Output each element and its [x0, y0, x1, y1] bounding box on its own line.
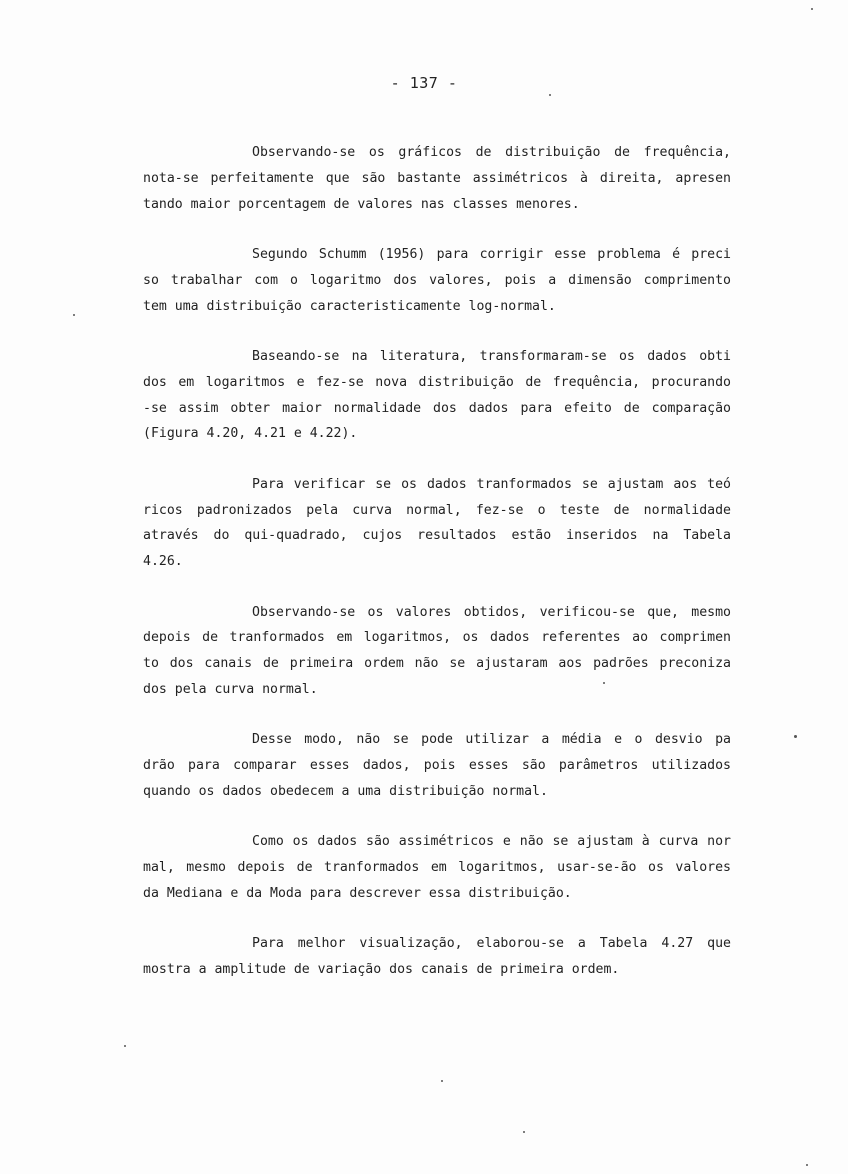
- paragraph-6: [143, 727, 731, 804]
- text-line: tem uma distribuição caracteristicamente log-normal.: [143, 298, 556, 314]
- text-line: 4.26.: [143, 554, 183, 570]
- text-line: Como os dados são assimétricos e não se ajustam à curva nor: [252, 834, 731, 850]
- text-line: através do qui-quadrado, cujos resultados estão inseridos na Tabela: [143, 528, 731, 544]
- text-line: tando maior porcentagem de valores nas classes menores.: [143, 196, 580, 212]
- paragraph-5: [143, 600, 731, 703]
- text-line: Para verificar se os dados tranformados se ajustam aos teó: [252, 476, 731, 492]
- text-line: Observando-se os gráficos de distribuição de frequência,: [252, 145, 731, 160]
- scan-speck: [523, 1131, 525, 1133]
- paragraph-7: [143, 829, 731, 906]
- text-line: Observando-se os valores obtidos, verificou-se que, mesmo: [252, 604, 731, 620]
- paragraph-8: [143, 931, 731, 983]
- text-line: drão para comparar esses dados, pois esses são parâmetros utilizados: [143, 758, 731, 774]
- scan-speck: [794, 735, 797, 738]
- scan-speck: [811, 8, 813, 10]
- paragraph-2: [143, 242, 731, 319]
- scan-speck: [124, 1045, 126, 1047]
- text-line: (Figura 4.20, 4.21 e 4.22).: [143, 426, 358, 442]
- text-line: quando os dados obedecem a uma distribuição normal.: [143, 783, 548, 799]
- scan-speck: [603, 682, 605, 684]
- text-line: mostra a amplitude de variação dos canais de primeira ordem.: [143, 962, 620, 978]
- text-line: to dos canais de primeira ordem não se ajustaram aos padrões preconiza: [143, 656, 731, 672]
- paragraph-3: [143, 344, 731, 447]
- text-line: Segundo Schumm (1956) para corrigir esse problema é preci: [252, 246, 731, 262]
- body-text: [143, 140, 731, 1007]
- text-line: Para melhor visualização, elaborou-se a Tabela 4.27 que: [252, 936, 731, 952]
- text-line: -se assim obter maior normalidade dos dados para efeito de comparação: [143, 400, 731, 416]
- scan-speck: [549, 94, 551, 96]
- text-line: ricos padronizados pela curva normal, fez-se o teste de normalidade: [143, 502, 731, 518]
- paragraph-4: [143, 472, 731, 575]
- scan-speck: [441, 1080, 443, 1082]
- text-line: Desse modo, não se pode utilizar a média e o desvio pa: [252, 732, 731, 748]
- text-line: depois de tranformados em logaritmos, os dados referentes ao comprimen: [143, 630, 731, 646]
- text-line: dos pela curva normal.: [143, 681, 318, 697]
- page-number: - 137 -: [390, 74, 458, 92]
- text-line: nota-se perfeitamente que são bastante assimétricos à direita, apresen: [143, 170, 731, 186]
- text-line: da Mediana e da Moda para descrever essa distribuição.: [143, 885, 572, 901]
- text-line: Baseando-se na literatura, transformaram-se os dados obti: [252, 348, 731, 364]
- text-line: dos em logaritmos e fez-se nova distribuição de frequência, procurando: [143, 374, 731, 390]
- scan-speck: [73, 314, 75, 316]
- scan-speck: [806, 1164, 808, 1166]
- text-line: mal, mesmo depois de tranformados em logaritmos, usar-se-ão os valores: [143, 860, 731, 876]
- paragraph-1: [143, 140, 731, 217]
- text-line: so trabalhar com o logaritmo dos valores, pois a dimensão comprimento: [143, 272, 731, 288]
